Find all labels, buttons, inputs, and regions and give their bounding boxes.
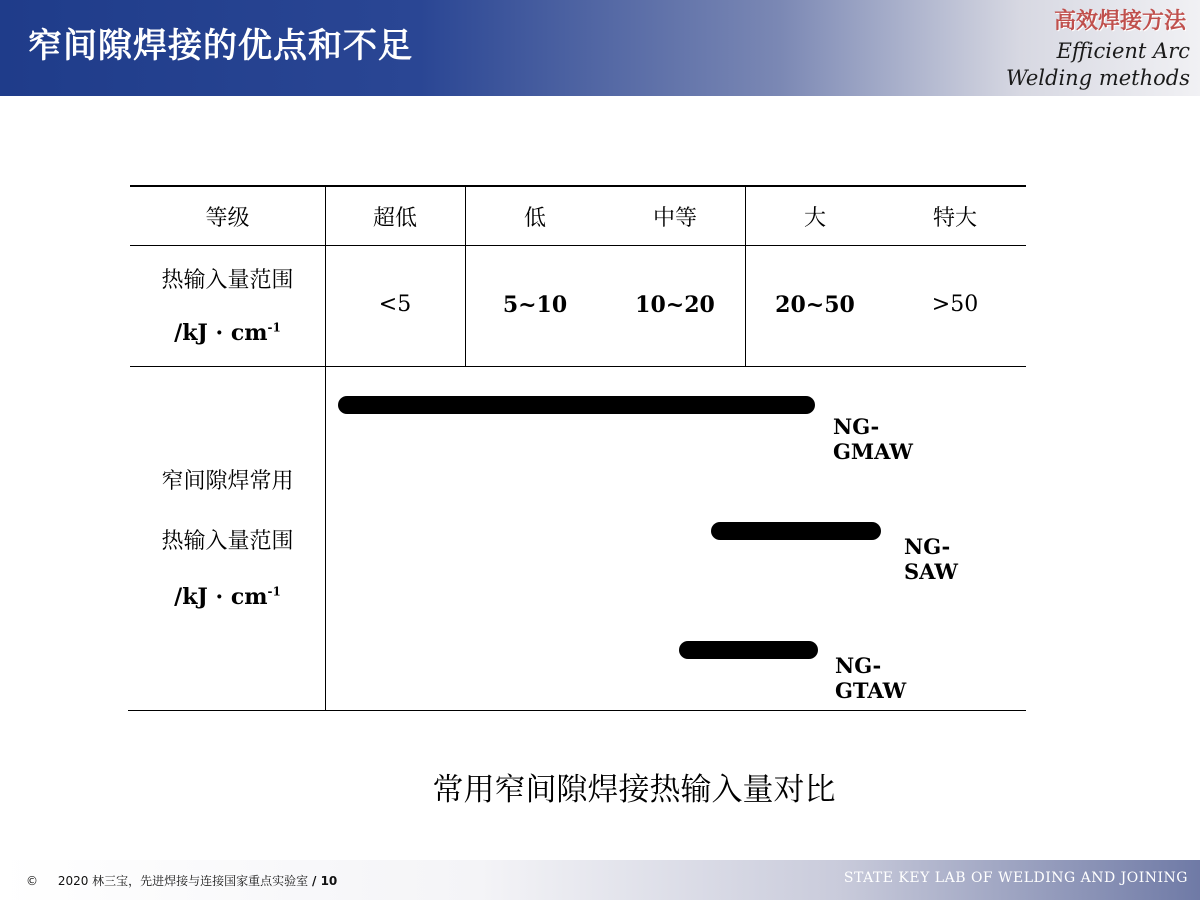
grade-low: 低 <box>523 206 546 231</box>
table-top-rule <box>130 185 1026 187</box>
heat-input-range-label: 热输入量范围 <box>161 268 294 293</box>
table-column-divider <box>465 186 466 366</box>
footer-copyright <box>26 872 337 889</box>
brand-english-line2: Welding methods <box>1006 66 1190 90</box>
grade-ultra-low: 超低 <box>372 206 417 231</box>
footer-bar <box>0 860 1200 900</box>
ng-gmaw-label: NG-GMAW <box>833 414 914 464</box>
table-row-divider <box>130 366 1026 367</box>
heat-input-unit <box>130 320 325 346</box>
brand-english-title <box>1006 38 1190 92</box>
ng-gtaw-label: NG-GTAW <box>835 653 907 703</box>
range-high: 20~50 <box>775 292 855 318</box>
narrow-gap-unit <box>130 584 325 610</box>
narrow-gap-common-label: 窄间隙焊常用 <box>161 469 294 494</box>
range-low: 5~10 <box>502 292 568 318</box>
copyright-symbol: © <box>26 874 38 888</box>
unit-superscript: -1 <box>267 320 281 335</box>
table-column-divider <box>745 186 746 366</box>
lab-name: STATE KEY LAB OF WELDING AND JOINING <box>843 870 1188 886</box>
brand-english-line1: Efficient Arc <box>1056 39 1190 63</box>
ng-saw-range-bar <box>711 522 881 540</box>
grade-high: 大 <box>803 206 826 231</box>
grade-medium: 中等 <box>652 206 697 231</box>
page-number: / 10 <box>312 874 338 888</box>
range-very-high: >50 <box>931 292 979 317</box>
range-ultra-low: <5 <box>378 292 412 317</box>
ng-gtaw-range-bar <box>679 641 818 659</box>
range-medium: 10~20 <box>635 292 715 318</box>
table-bottom-rule <box>128 710 1026 711</box>
ng-saw-label: NG-SAW <box>904 534 958 584</box>
unit-superscript: -1 <box>267 584 281 599</box>
unit-text: /kJ · cm <box>174 320 268 346</box>
unit-text: /kJ · cm <box>174 584 268 610</box>
brand-chinese-title: 高效焊接方法 <box>1053 9 1186 34</box>
page-title: 窄间隙焊接的优点和不足 <box>28 26 413 66</box>
table-row-divider <box>130 245 1026 246</box>
header-banner <box>0 0 1200 96</box>
grade-header: 等级 <box>205 206 250 231</box>
table-column-divider <box>325 186 326 710</box>
footer-text: 2020 林三宝，先进焊接与连接国家重点实验室 <box>57 874 309 888</box>
ng-gmaw-range-bar <box>338 396 815 414</box>
grade-very-high: 特大 <box>932 206 977 231</box>
table-caption: 常用窄间隙焊接热输入量对比 <box>432 772 836 808</box>
narrow-gap-range-label: 热输入量范围 <box>161 529 294 554</box>
